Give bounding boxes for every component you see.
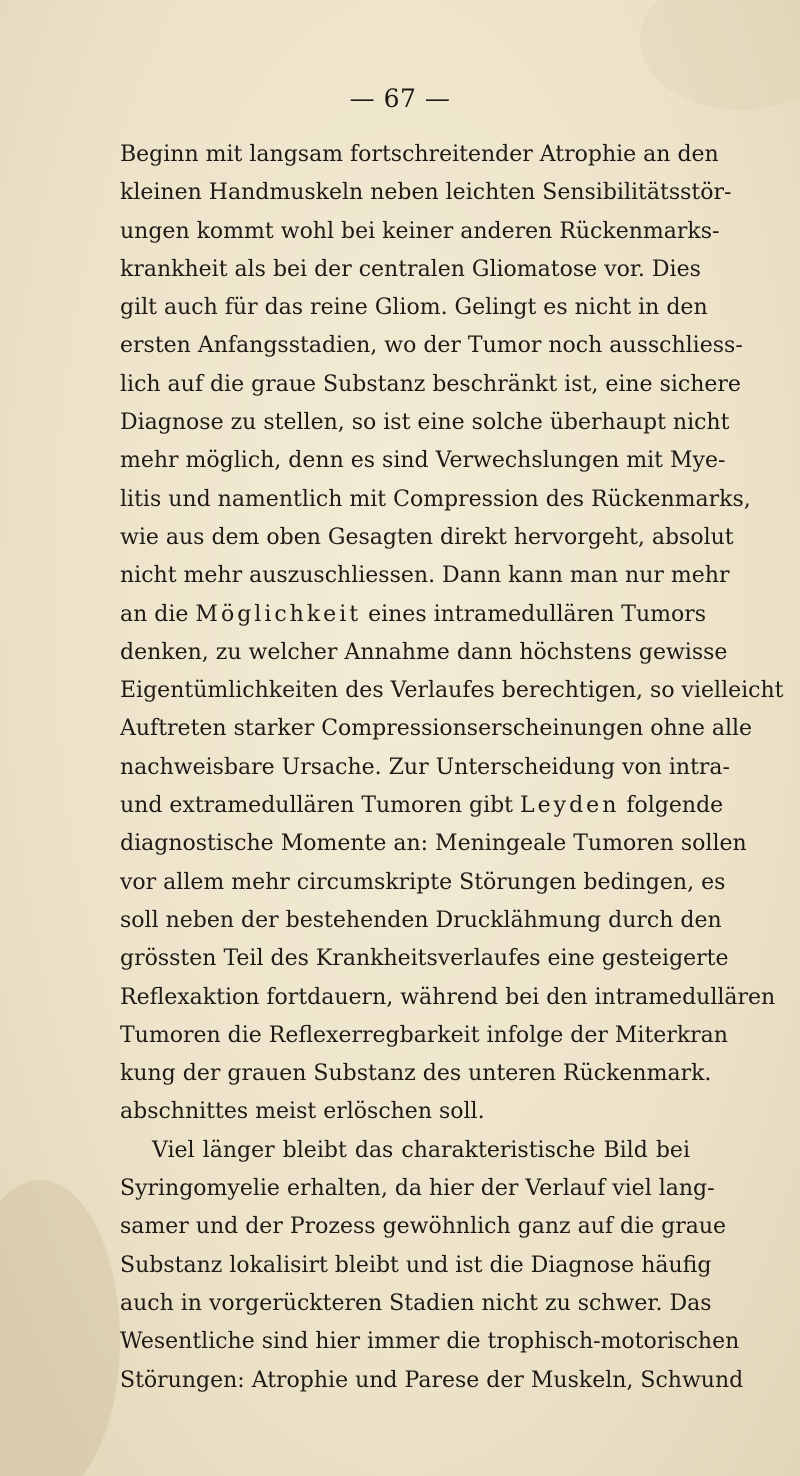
spaced-emphasis-word: Möglichkeit <box>195 601 362 627</box>
text-line: auch in vorgerückteren Stadien nicht zu schwer. Das <box>120 1290 712 1316</box>
text-line: wie aus dem oben Gesagten direkt hervorgeht, absolut <box>120 524 734 550</box>
text-line: nicht mehr auszuschliessen. Dann kann man nur mehr <box>120 563 730 589</box>
text-segment: an die <box>120 601 196 627</box>
paper-stain <box>0 1180 120 1476</box>
text-line: Tumoren die Reflexerregbarkeit infolge der Miterkran <box>120 1022 728 1048</box>
text-line: diagnostische Momente an: Meningeale Tumoren sollen <box>120 831 747 857</box>
text-line: Beginn mit langsam fortschreitender Atrophie an den <box>120 142 719 167</box>
text-line: vor allem mehr circumskripte Störungen bedingen, es <box>120 869 726 895</box>
text-line-spaced-emphasis <box>120 787 724 825</box>
text-line: Substanz lokalisirt bleibt und ist die Diagnose häufig <box>120 1252 712 1278</box>
text-line: litis und namentlich mit Compression des Rückenmarks, <box>120 486 751 512</box>
text-segment: eines intramedullären Tumors <box>361 601 707 627</box>
text-line: Diagnose zu stellen, so ist eine solche überhaupt nicht <box>120 410 730 436</box>
text-line-spaced-emphasis <box>120 596 707 634</box>
text-line: Viel länger bleibt das charakteristische Bild bei <box>152 1137 690 1163</box>
text-line: nachweisbare Ursache. Zur Unterscheidung von intra- <box>120 754 730 780</box>
text-line: krankheit als bei der centralen Gliomatose vor. Dies <box>120 256 701 282</box>
text-line: ungen kommt wohl bei keiner anderen Rückenmarks- <box>120 218 720 244</box>
text-line: Störungen: Atrophie und Parese der Muskeln, Schwund <box>120 1367 744 1393</box>
text-segment: und extramedullären Tumoren gibt <box>120 793 521 819</box>
text-line: Auftreten starker Compressionserscheinungen ohne alle <box>120 716 753 742</box>
text-line: gilt auch für das reine Gliom. Gelingt es nicht in den <box>120 295 708 321</box>
body-text <box>120 136 784 1400</box>
text-line: samer und der Prozess gewöhnlich ganz auf die graue <box>120 1214 727 1240</box>
text-line: kleinen Handmuskeln neben leichten Sensibilitätsstör- <box>120 180 732 206</box>
text-line: Wesentliche sind hier immer die trophisch-motorischen <box>120 1329 740 1355</box>
text-line: Eigentümlichkeiten des Verlaufes berechtigen, so vielleicht <box>120 678 784 704</box>
text-line: abschnittes meist erlöschen soll. <box>120 1099 485 1125</box>
text-line: lich auf die graue Substanz beschränkt ist, eine sichere <box>120 371 741 397</box>
text-line: mehr möglich, denn es sind Verwechslungen mit Mye- <box>120 448 726 474</box>
text-line: Syringomyelie erhalten, da hier der Verlauf viel lang- <box>120 1176 715 1202</box>
text-line: denken, zu welcher Annahme dann höchstens gewisse <box>120 639 728 665</box>
text-line: kung der grauen Substanz des unteren Rückenmark. <box>120 1061 712 1087</box>
text-line: grössten Teil des Krankheitsverlaufes eine gesteigerte <box>120 946 729 972</box>
text-line: ersten Anfangsstadien, wo der Tumor noch ausschliess- <box>120 333 743 359</box>
text-segment: folgende <box>619 793 724 819</box>
page-number: — 67 — <box>349 84 451 113</box>
text-line: Reflexaktion fortdauern, während bei den intramedullären <box>120 984 776 1010</box>
text-line: soll neben der bestehenden Drucklähmung durch den <box>120 907 722 933</box>
spaced-emphasis-word: Leyden <box>520 793 620 819</box>
